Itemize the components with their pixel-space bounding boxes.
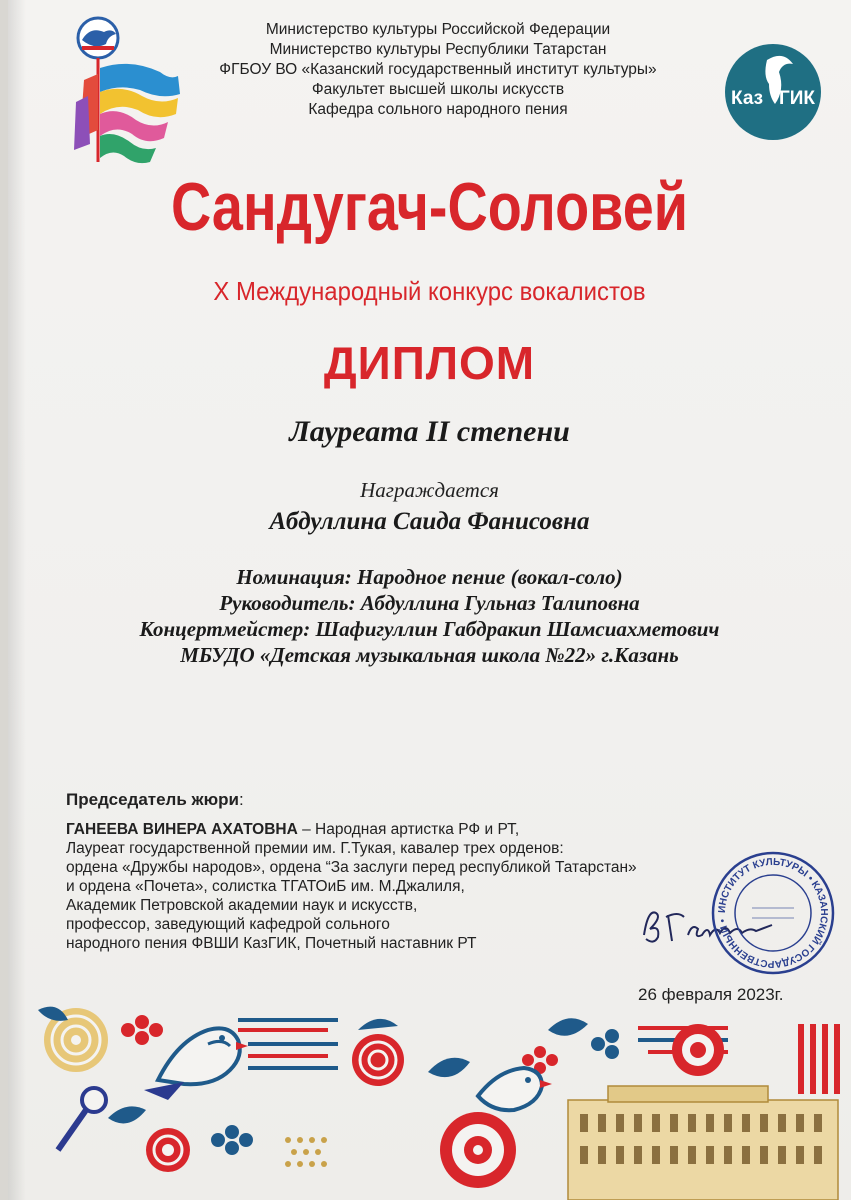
jury-line: профессор, заведующий кафедрой сольного [66,916,390,933]
red-rosette-icon [672,1024,724,1076]
jury-line: ордена «Дружбы народов», ордена “За заслуги перед республикой Татарстан» [66,859,637,876]
jury-line: народного пения ФВШИ КазГИК, Почетный наставник РТ [66,935,477,952]
blue-flower-icon [211,1029,619,1155]
contest-title: Сандугач-Соловей [170,169,689,245]
jury-heading-label: Председатель жюри [66,790,239,809]
diploma-heading: ДИПЛОМ [323,337,536,389]
stripe-lines [238,1020,728,1068]
jury-line [66,820,726,839]
kazgik-logo-icon [723,42,823,142]
building-icon [568,1086,838,1200]
kazgik-logo-text-b: ГИК [779,88,816,109]
detail-accompanist: Концертмейстер: Шафигуллин Габдракип Шамсиахметович [139,617,720,641]
folk-ornament-band [8,1000,851,1200]
star-medallion-icon [440,1112,516,1188]
degree-line: Лауреата II степени [289,415,570,448]
jury-chair-title: – Народная артистка РФ и РТ, [297,821,520,838]
svg-text:ИНСТИТУТ КУЛЬТУРЫ • КАЗАНСКИЙ [717,857,829,969]
jury-heading [66,790,244,810]
red-rosette-icon [352,1019,404,1086]
awarded-label: Награждается [360,478,499,502]
organization-header [188,20,688,120]
jury-description [66,820,726,953]
jury-line: Академик Петровской академии наук и искусств, [66,897,418,914]
contest-subtitle: X Международный конкурс вокалистов [213,276,646,306]
bird-flag-logo-icon [60,10,200,170]
detail-teacher: Руководитель: Абдуллина Гульназ Талиповна [219,591,640,615]
kazgik-logo-text-a: Каз [731,88,764,109]
jury-line: и ордена «Почета», солистка ТГАТОиБ им. М.Джалиля, [66,878,465,895]
detail-school: МБУДО «Детская музыкальная школа №22» г.Казань [180,643,679,667]
stamp-ring-text: ИНСТИТУТ КУЛЬТУРЫ • КАЗАНСКИЙ ГОСУДАРСТВЕННЫЙ • [716,856,830,970]
org-line: Министерство культуры Республики Татарстан [269,41,607,58]
dot-pattern [285,1137,327,1167]
diploma-sheet [8,0,851,1200]
jury-heading-colon: : [238,790,244,809]
bird-icon [478,1068,552,1110]
detail-nomination: Номинация: Народное пение (вокал-соло) [236,565,623,589]
concentric-circle-icon [146,1128,190,1172]
vertical-stripes [798,1024,840,1094]
award-details [8,564,851,668]
recipient-name: Абдуллина Саида Фанисовна [269,508,590,535]
institute-stamp-icon [708,848,838,978]
issue-date: 26 февраля 2023г. [638,985,784,1004]
org-line: Кафедра сольного народного пения [308,101,568,118]
org-line: Министерство культуры Российской Федерации [265,21,611,38]
org-line: Факультет высшей школы искусств [311,81,565,98]
microphone-icon [58,1088,106,1150]
org-line: ФГБОУ ВО «Казанский государственный институт культуры» [219,61,657,78]
jury-line: Лауреат государственной премии им. Г.Тукая, кавалер трех орденов: [66,840,564,857]
bird-icon [144,1028,248,1100]
jury-chair-name: ГАНЕЕВА ВИНЕРА АХАТОВНА [66,821,298,838]
